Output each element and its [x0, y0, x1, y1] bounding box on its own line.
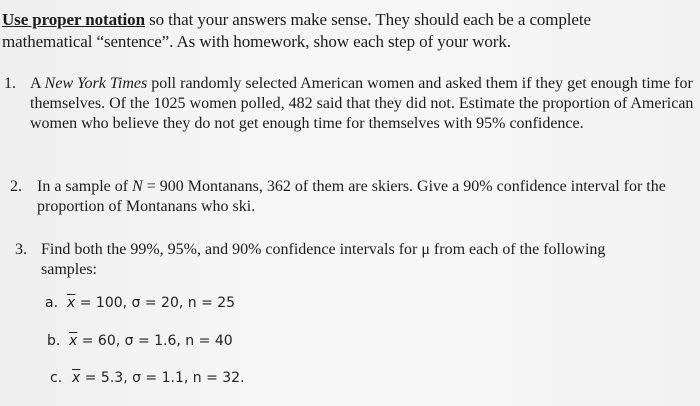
question-1-text [30, 74, 694, 134]
sample-c-values: = 5.3, σ = 1.1, n = 32. [80, 370, 245, 386]
sample-b-xbar: $\overline{x}$ [69, 333, 78, 349]
sample-b-letter: b. [47, 333, 61, 349]
sample-size-variable: N [132, 178, 143, 195]
question-2-number: 2. [10, 178, 22, 195]
question-1-number: 1. [4, 75, 16, 92]
instructions-paragraph [2, 9, 692, 53]
sample-c-letter: c. [50, 370, 63, 386]
sample-a-values: = 100, σ = 20, n = 25 [75, 295, 236, 311]
sample-c [50, 369, 245, 387]
question-2-text-rest: = 900 Montanans, 362 of them are skiers. Give a 90% confidence interval for the proportion of Montanans who ski. [37, 178, 666, 215]
question-3-number: 3. [15, 241, 27, 258]
sample-a-xbar: $\overline{x}$ [67, 295, 76, 311]
sample-b-values: = 60, σ = 1.6, n = 40 [77, 333, 233, 349]
sample-b [47, 332, 233, 350]
instructions-emphasis: Use proper notation [2, 10, 145, 29]
sample-c-xbar: $\overline{x}$ [72, 370, 81, 386]
sample-a [45, 294, 235, 312]
sample-a-letter: a. [45, 295, 59, 311]
question-3-text: Find both the 99%, 95%, and 90% confidence intervals for μ from each of the following samples: [41, 241, 606, 278]
question-1-text-start: A [30, 75, 45, 92]
newspaper-name: New York Times [44, 75, 148, 92]
instructions-line2: mathematical “sentence”. As with homework, show each step of your work. [2, 32, 511, 51]
question-2-text-start: In a sample of [37, 178, 133, 195]
question-1-text-rest: poll randomly selected American women and asked them if they get enough time for themselves. Of the 1025 women polled, 482 said that they did not. Estimate the proportion of American women who believe they do not get enough time for themselves with 95% confidence. [30, 75, 694, 132]
question-2-text [37, 177, 687, 217]
instructions-line1-rest: so that your answers make sense. They should each be a complete [144, 10, 591, 29]
